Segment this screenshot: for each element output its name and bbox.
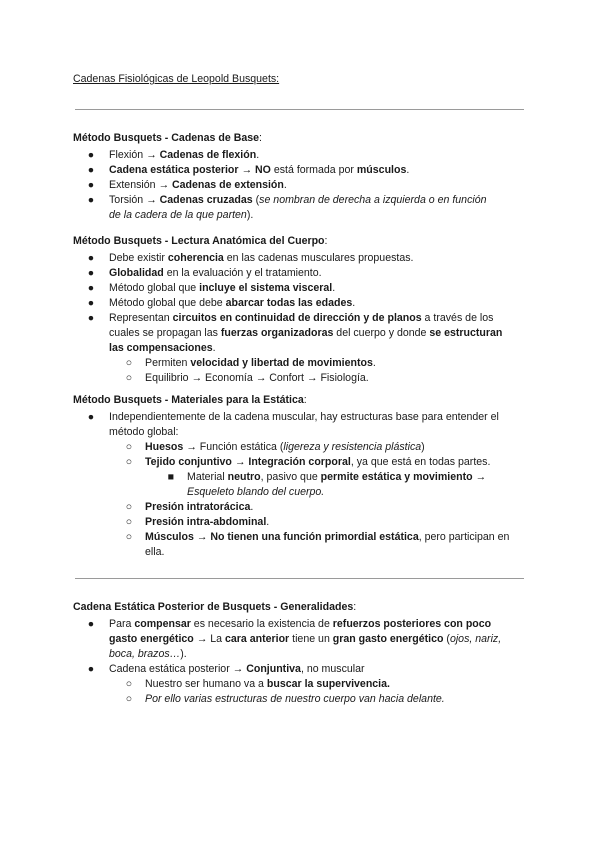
section-heading: Método Busquets - Cadenas de Base: — [73, 132, 262, 144]
bullet-circle-icon: ○ — [125, 372, 133, 384]
list-item: ● Método global que incluye el sistema visceral. — [73, 281, 533, 296]
section-materiales-estatica — [73, 393, 533, 560]
list-item: ■ Material neutro, pasivo que permite estática y movimiento → Esqueleto blando del cuerpo. — [73, 470, 533, 500]
bullet-dot-icon: ● — [87, 164, 95, 176]
bullet-circle-icon: ○ — [125, 456, 133, 468]
list-item: ● Cadena estática posterior → NO está formada por músculos. — [73, 163, 533, 178]
horizontal-divider — [75, 109, 524, 110]
list-item: ○ Presión intratorácica. — [73, 500, 533, 515]
bullet-list — [73, 617, 533, 707]
list-item: ○ Músculos → No tienen una función primordial estática, pero participan en ella. — [73, 530, 533, 560]
bullet-circle-icon: ○ — [125, 693, 133, 705]
bullet-circle-icon: ○ — [125, 516, 133, 528]
list-item: ○ Presión intra-abdominal. — [73, 515, 533, 530]
bullet-dot-icon: ● — [87, 297, 95, 309]
list-item: ○ Tejido conjuntivo → Integración corporal, ya que está en todas partes. — [73, 455, 533, 470]
bullet-dot-icon: ● — [87, 663, 95, 675]
list-item: ● Representan circuitos en continuidad de dirección y de planos a través de los cuales se propagan las fuerzas organizadoras del cuerpo y donde se estructuran las compensaciones. — [73, 311, 533, 356]
bullet-dot-icon: ● — [87, 267, 95, 279]
section-cadenas-base — [73, 131, 533, 223]
section-heading: Método Busquets - Lectura Anatómica del Cuerpo: — [73, 235, 328, 247]
bullet-list — [73, 251, 533, 386]
list-item: ● Independientemente de la cadena muscular, hay estructuras base para entender el método global: — [73, 410, 533, 440]
list-item: ● Globalidad en la evaluación y el tratamiento. — [73, 266, 533, 281]
section-heading: Cadena Estática Posterior de Busquets - Generalidades: — [73, 601, 357, 613]
bullet-dot-icon: ● — [87, 252, 95, 264]
bullet-dot-icon: ● — [87, 618, 95, 630]
bullet-list — [73, 148, 533, 223]
bullet-dot-icon: ● — [87, 411, 95, 423]
bullet-list — [73, 410, 533, 560]
bullet-circle-icon: ○ — [125, 357, 133, 369]
bullet-circle-icon: ○ — [125, 678, 133, 690]
bullet-dot-icon: ● — [87, 282, 95, 294]
section-cadena-posterior — [73, 600, 533, 707]
section-heading: Método Busquets - Materiales para la Estática: — [73, 394, 307, 406]
list-item: ○ Huesos → Función estática (ligereza y resistencia plástica) — [73, 440, 533, 455]
list-item: ● Flexión → Cadenas de flexión. — [73, 148, 533, 163]
section-lectura-anatomica — [73, 234, 533, 386]
bullet-circle-icon: ○ — [125, 531, 133, 543]
bullet-dot-icon: ● — [87, 149, 95, 161]
list-item: ○ Nuestro ser humano va a buscar la supervivencia. — [73, 677, 533, 692]
bullet-circle-icon: ○ — [125, 501, 133, 513]
list-item: ○ Permiten velocidad y libertad de movimientos. — [73, 356, 533, 371]
list-item: ○ Equilibrio → Economía → Confort → Fisiología. — [73, 371, 533, 386]
bullet-dot-icon: ● — [87, 312, 95, 324]
list-item: ● Debe existir coherencia en las cadenas musculares propuestas. — [73, 251, 533, 266]
list-item: ● Torsión → Cadenas cruzadas (se nombran de derecha a izquierda o en función de la cadera de la que parten). — [73, 193, 533, 223]
list-item: ● Para compensar es necesario la existencia de refuerzos posteriores con poco gasto energético → La cara anterior tiene un gran gasto energético (ojos, nariz, boca, brazos…). — [73, 617, 533, 662]
list-item: ● Extensión → Cadenas de extensión. — [73, 178, 533, 193]
horizontal-divider — [75, 578, 524, 579]
bullet-dot-icon: ● — [87, 194, 95, 206]
list-item: ● Cadena estática posterior → Conjuntiva, no muscular — [73, 662, 533, 677]
list-item: ○ Por ello varias estructuras de nuestro cuerpo van hacia delante. — [73, 692, 533, 707]
bullet-square-icon: ■ — [167, 471, 175, 483]
page-title: Cadenas Fisiológicas de Leopold Busquets: — [73, 73, 280, 85]
list-item: ● Método global que debe abarcar todas las edades. — [73, 296, 533, 311]
bullet-circle-icon: ○ — [125, 441, 133, 453]
bullet-dot-icon: ● — [87, 179, 95, 191]
